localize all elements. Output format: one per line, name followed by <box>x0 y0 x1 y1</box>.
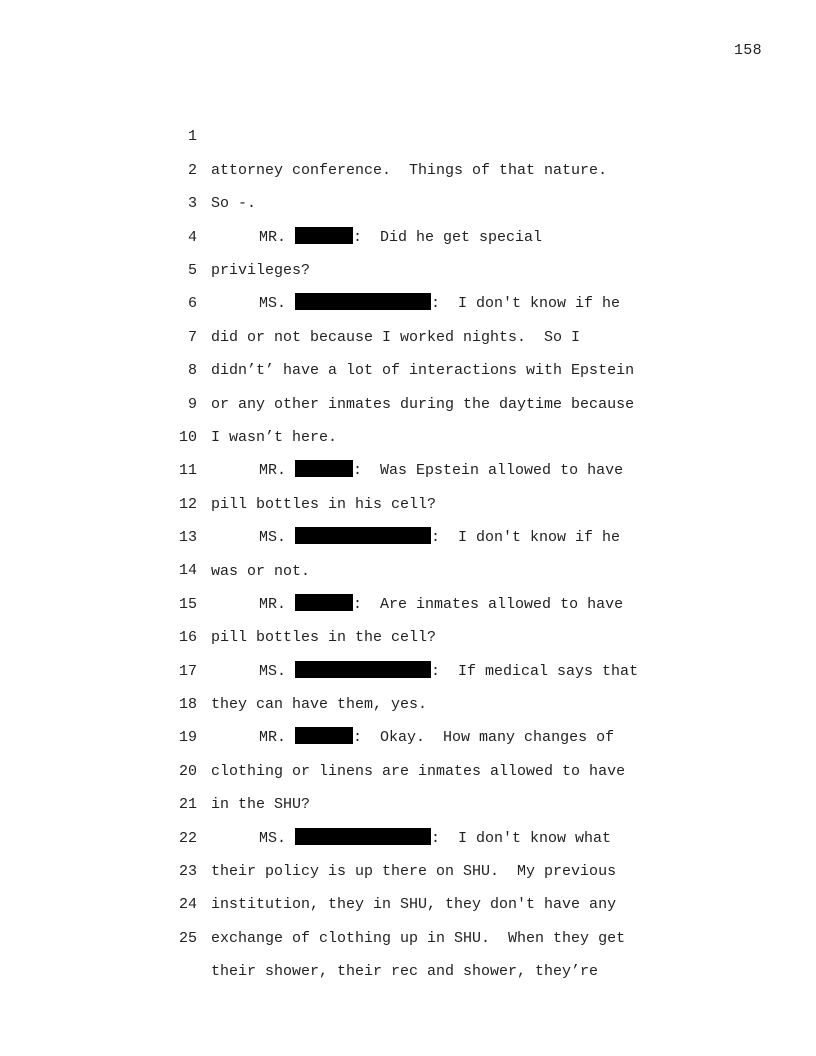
line-number: 4 <box>187 228 197 246</box>
line-number: 15 <box>178 595 197 613</box>
line-number: 19 <box>178 729 197 747</box>
line-text: clothing or linens are inmates allowed to have <box>211 762 626 780</box>
line-number: 14 <box>178 562 197 580</box>
line-text: their policy is up there on SHU. My previous <box>211 863 617 881</box>
line-text: : If medical says that <box>431 662 639 680</box>
line-number: 3 <box>187 195 197 213</box>
line-text: or any other inmates during the daytime because <box>211 395 635 413</box>
line-number: 1 <box>187 128 197 146</box>
line-text: : Was Epstein allowed to have <box>353 462 624 480</box>
page-number: 158 <box>734 42 762 59</box>
line-text: pill bottles in the cell? <box>211 629 437 647</box>
line-number: 18 <box>178 696 197 714</box>
line-number: 25 <box>178 929 197 947</box>
line-text: institution, they in SHU, they don't have any <box>211 896 617 914</box>
line-number: 24 <box>178 896 197 914</box>
line-text: : I don't know if he <box>431 295 621 313</box>
line-number: 17 <box>178 662 197 680</box>
line-text: privileges? <box>211 261 311 279</box>
line-text: exchange of clothing up in SHU. When they get <box>211 929 626 947</box>
line-text: : I don't know what <box>431 829 612 847</box>
line-text: I wasn’t here. <box>211 428 338 446</box>
line-text: did or not because I worked nights. So I <box>211 328 581 346</box>
speaker-title: MR. <box>259 595 287 613</box>
speaker-title: MR. <box>259 462 287 480</box>
line-text: their shower, their rec and shower, they’re <box>211 963 599 981</box>
line-number: 23 <box>178 863 197 880</box>
line-number: 13 <box>178 529 197 547</box>
line-number: 21 <box>178 796 197 814</box>
transcript-line <box>0 87 816 179</box>
line-text: : I don't know if he <box>431 529 621 547</box>
line-text: didn’t’ have a lot of interactions with Epstein <box>211 362 635 380</box>
line-number: 12 <box>178 495 197 513</box>
speaker-title: MS. <box>259 829 287 847</box>
line-text: : Are inmates allowed to have <box>353 595 624 613</box>
speaker-title: MS. <box>259 295 287 313</box>
line-number: 20 <box>178 762 197 780</box>
line-number: 6 <box>187 295 197 313</box>
line-text: : Okay. How many changes of <box>353 729 615 747</box>
speaker-title: MS. <box>259 662 287 680</box>
speaker-title: MR. <box>259 228 287 246</box>
line-number: 8 <box>187 362 197 380</box>
line-text: they can have them, yes. <box>211 696 428 714</box>
line-number: 9 <box>187 395 197 413</box>
line-number: 10 <box>178 428 197 446</box>
line-number: 22 <box>178 829 197 847</box>
speaker-title: MR. <box>259 729 287 747</box>
line-text: pill bottles in his cell? <box>211 495 437 513</box>
line-number: 16 <box>178 629 197 647</box>
line-text: So -. <box>211 195 257 213</box>
line-number: 7 <box>187 328 197 346</box>
line-text: was or not. <box>211 562 311 580</box>
transcript-body <box>0 87 816 981</box>
line-text: attorney conference. Things of that nature. <box>211 161 608 179</box>
line-number: 5 <box>187 261 197 279</box>
line-text: in the SHU? <box>211 796 311 814</box>
speaker-title: MS. <box>259 529 287 547</box>
line-number: 2 <box>187 161 197 179</box>
line-text: : Did he get special <box>353 228 543 246</box>
line-number: 11 <box>178 462 197 480</box>
